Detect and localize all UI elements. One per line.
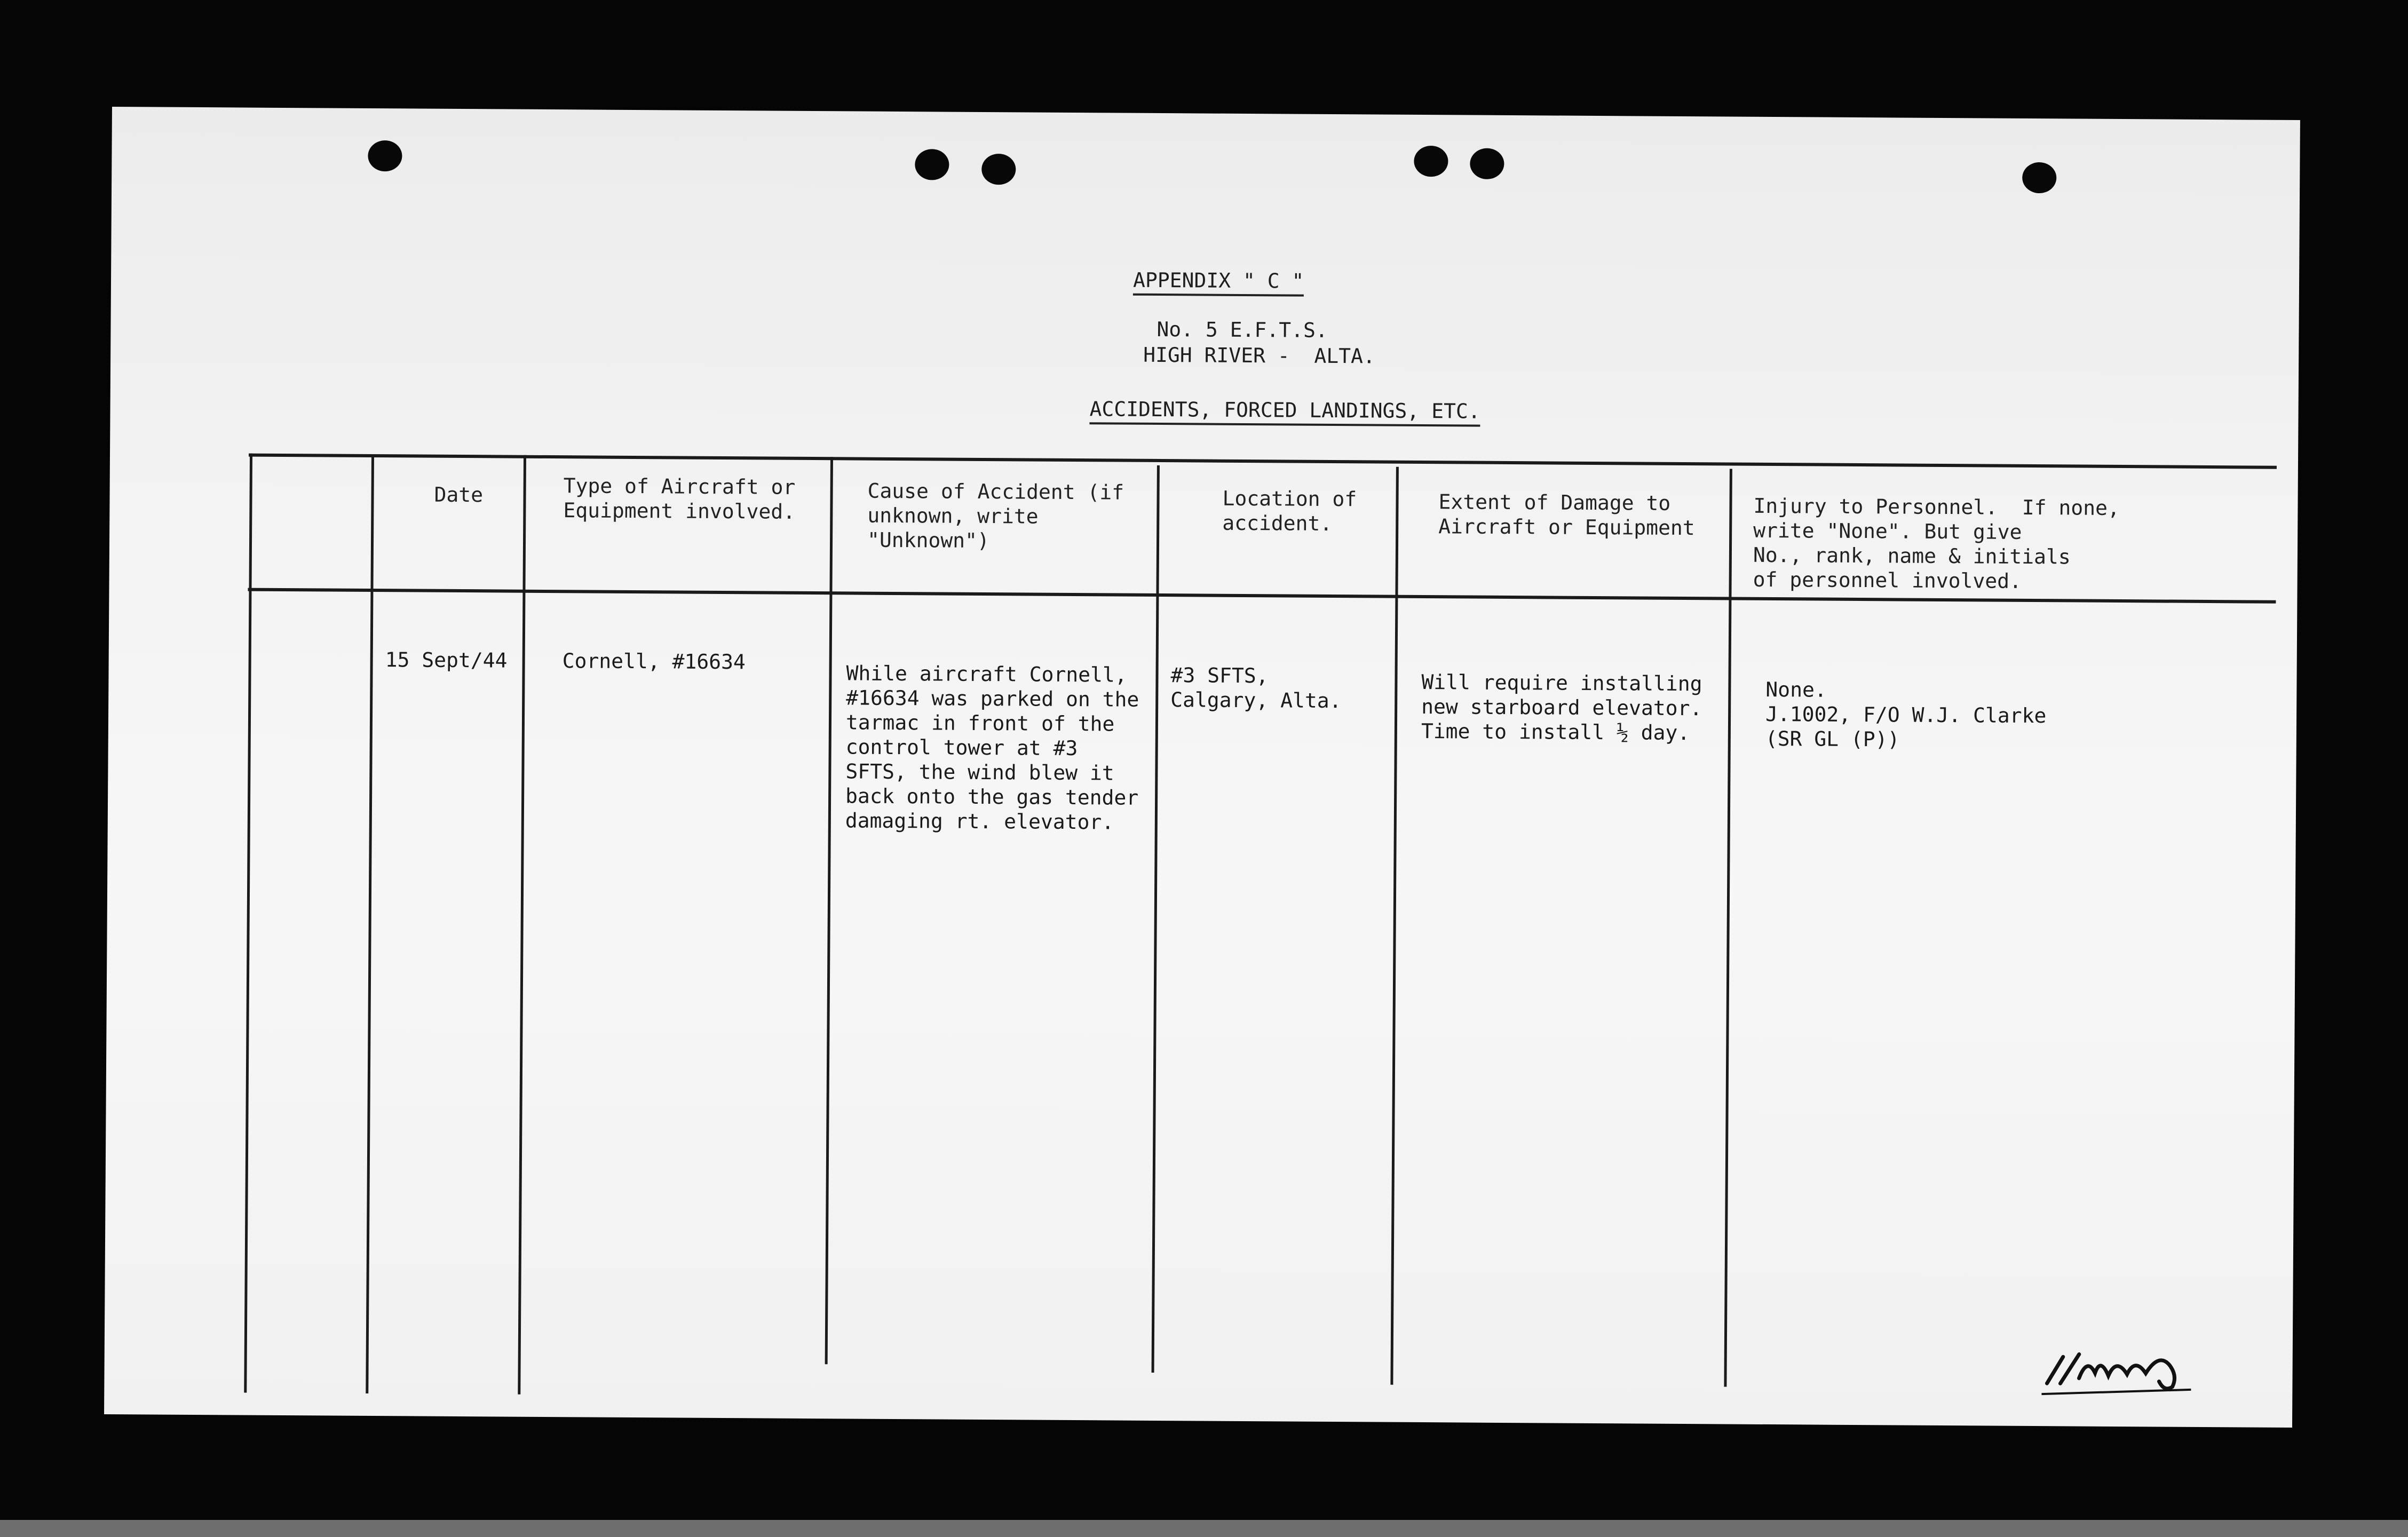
column-divider [366, 454, 374, 1393]
header-aircraft-type: Type of Aircraft or Equipment involved. [563, 474, 796, 524]
appendix-title: APPENDIX " C " [1133, 268, 1304, 297]
row-damage: Will require installing new starboard elevator. Time to install ½ day. [1421, 670, 1702, 745]
film-frame-strip [0, 1520, 2408, 1537]
header-cause: Cause of Accident (if unknown, write "Unknown") [867, 479, 1124, 553]
document-page [104, 107, 2300, 1428]
punch-hole [1470, 148, 1504, 179]
column-divider [518, 455, 526, 1395]
punch-hole [981, 154, 1016, 185]
row-aircraft: Cornell, #16634 [562, 649, 746, 674]
column-divider [1724, 469, 1732, 1387]
column-divider [1390, 467, 1399, 1385]
punch-hole [915, 149, 949, 180]
header-damage: Extent of Damage to Aircraft or Equipment [1438, 490, 1695, 540]
punch-hole [1414, 146, 1448, 177]
punch-hole [368, 140, 402, 171]
handwritten-initials [2041, 1335, 2197, 1400]
punch-hole [2022, 162, 2056, 193]
report-subtitle: ACCIDENTS, FORCED LANDINGS, ETC. [1089, 397, 1480, 426]
row-injury: None. J.1002, F/O W.J. Clarke (SR GL (P)) [1765, 677, 2047, 751]
row-location: #3 SFTS, Calgary, Alta. [1170, 663, 1342, 713]
table-top-rule [249, 454, 2277, 469]
header-location: Location of accident. [1222, 486, 1357, 535]
header-injury: Injury to Personnel. If none, write "None". But give No., rank, name & initials of personnel involved. [1753, 494, 2120, 593]
column-divider [244, 454, 252, 1393]
unit-name: No. 5 E.F.T.S. [1157, 317, 1328, 342]
header-date: Date [434, 482, 484, 507]
unit-location: HIGH RIVER - ALTA. [1143, 343, 1376, 368]
row-date: 15 Sept/44 [385, 648, 508, 672]
column-divider [1152, 465, 1160, 1373]
row-cause: While aircraft Cornell, #16634 was parked on the tarmac in front of the control tower at #3 SFTS, the wind blew it back onto the gas tender damaging rt. elevator. [845, 661, 1139, 834]
